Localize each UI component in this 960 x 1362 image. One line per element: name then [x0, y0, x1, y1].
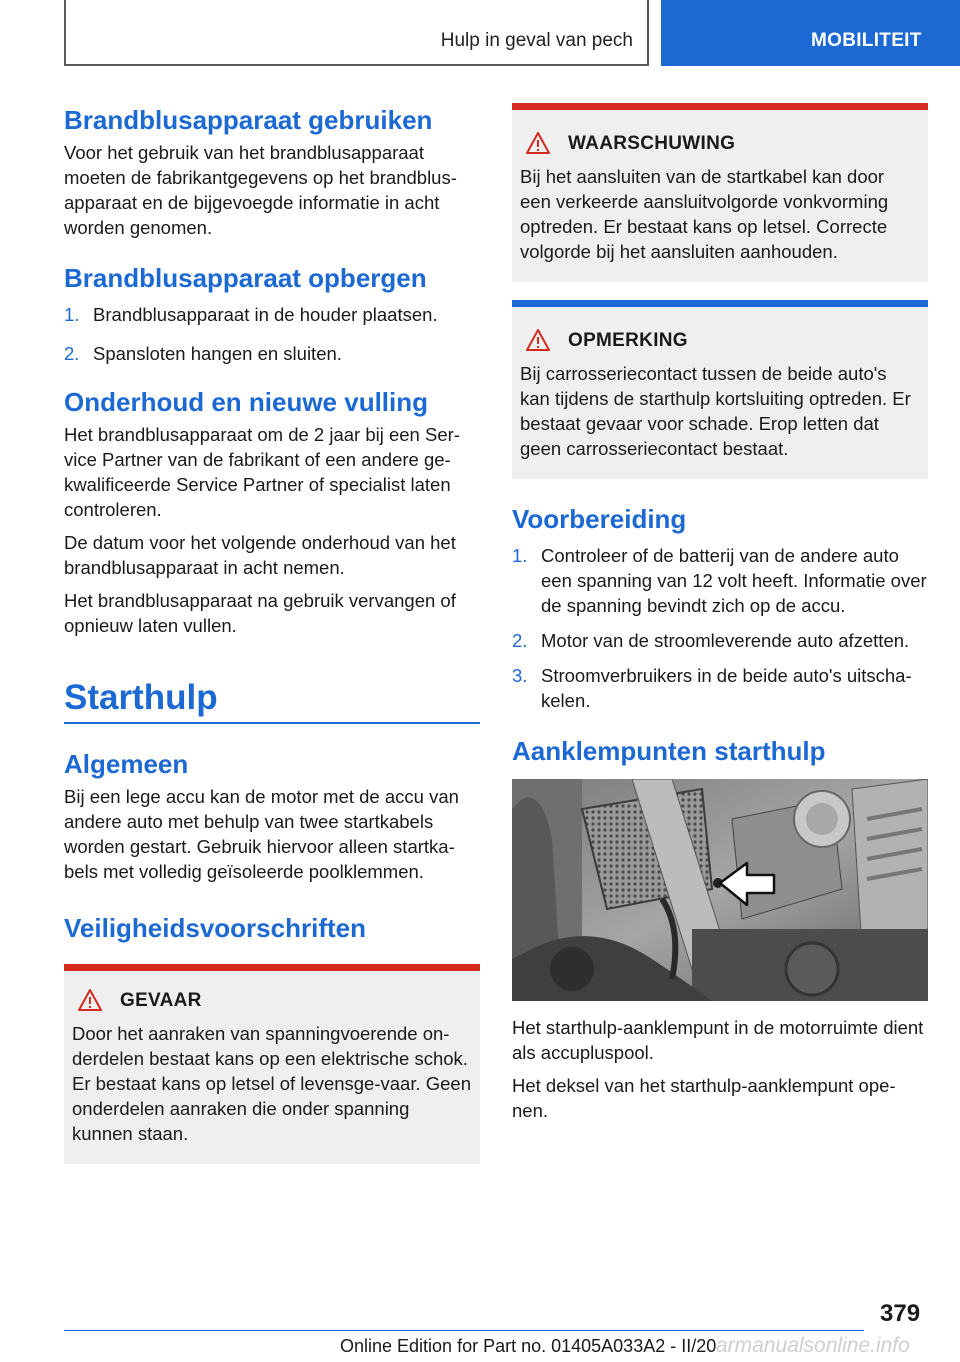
footer-divider — [64, 1330, 864, 1331]
note-notice — [512, 300, 928, 479]
warning-notice — [512, 103, 928, 282]
list-number: 1. — [64, 304, 80, 325]
heading-general: Algemeen — [64, 749, 189, 779]
warning-bar — [512, 103, 928, 110]
heading-safety: Veiligheidsvoorschriften — [64, 913, 366, 943]
engine-bay-illustration — [512, 779, 928, 1001]
left-column — [64, 100, 480, 1164]
list-preparation — [512, 543, 928, 713]
right-column — [512, 103, 928, 1123]
list-number: 2. — [64, 343, 80, 364]
list-number: 1. — [512, 545, 528, 566]
danger-bar — [64, 964, 480, 971]
list-text: Motor van de stroomleverende auto afzetten. — [541, 630, 910, 651]
danger-notice — [64, 964, 480, 1164]
caption-clamp-point: Het starthulp-aanklempunt in de motorruimte dient als accupluspool. — [512, 1017, 924, 1063]
list-text: Spansloten hangen en sluiten. — [93, 343, 342, 364]
header-section-box — [64, 0, 649, 66]
paragraph-maintenance-3: Het brandblusapparaat na gebruik vervangen of opnieuw laten vullen. — [64, 590, 456, 636]
warning-triangle-icon — [526, 132, 550, 154]
page-number: 379 — [880, 1300, 921, 1327]
list-number: 3. — [512, 665, 528, 686]
danger-title: GEVAAR — [120, 990, 202, 1011]
engine-bay-photo — [512, 779, 928, 1001]
caption-open-cover: Het deksel van het starthulp-aanklempunt ope-nen. — [512, 1075, 896, 1121]
paragraph-general: Bij een lege accu kan de motor met de accu van andere auto met behulp van twee startkabels worden gestart. Gebruik hiervoor alleen startka-bels met volledig geïsoleerde poolklemmen. — [64, 786, 459, 882]
heading-maintenance: Onderhoud en nieuwe vulling — [64, 387, 429, 417]
warning-body: Bij het aansluiten van de startkabel kan door een verkeerde aansluitvolgorde vonkvorming optreden. Er bestaat kans op letsel. Correcte volgorde bij het aansluiten aanhouden. — [520, 166, 889, 262]
heading-clamp-points: Aanklempunten starthulp — [512, 736, 826, 766]
heading-extinguisher-store: Brandblusapparaat opbergen — [64, 263, 427, 293]
list-item — [512, 543, 928, 618]
list-item — [64, 341, 480, 366]
chapter-title: Starthulp — [64, 678, 218, 717]
list-item — [64, 302, 480, 327]
note-title: OPMERKING — [568, 330, 688, 351]
list-item — [512, 628, 928, 653]
paragraph-maintenance-2: De datum voor het volgende onderhoud van het brandblusapparaat in acht nemen. — [64, 532, 456, 578]
header-chapter-tab — [661, 0, 960, 66]
footer-edition: Online Edition for Part no. 01405A033A2 - II/20 — [340, 1336, 717, 1356]
list-text: Stroomverbruikers in de beide auto's uitscha-kelen. — [541, 665, 912, 711]
caution-triangle-icon — [526, 329, 550, 351]
chapter-divider — [64, 722, 480, 724]
warning-triangle-icon — [78, 989, 102, 1011]
heading-extinguisher-use: Brandblusapparaat gebruiken — [64, 105, 433, 135]
list-text: Controleer of de batterij van de andere auto een spanning van 12 volt heeft. Informatie over de spanning bevindt zich op de accu. — [541, 545, 927, 616]
paragraph-maintenance-1: Het brandblusapparaat om de 2 jaar bij een Ser-vice Partner van de fabrikant of een andere ge-kwalificeerde Service Partner of specialist laten controleren. — [64, 424, 460, 520]
list-extinguisher-store — [64, 302, 480, 366]
list-number: 2. — [512, 630, 528, 651]
note-body: Bij carrosseriecontact tussen de beide auto's kan tijdens de starthulp kortsluiting optreden. Er bestaat gevaar voor schade. Erop letten dat geen carrosseriecontact bestaat. — [520, 363, 911, 459]
footer-watermark: armanualsonline.info — [716, 1334, 910, 1357]
header-section-title: Hulp in geval van pech — [440, 30, 633, 51]
note-bar — [512, 300, 928, 307]
heading-preparation: Voorbereiding — [512, 504, 687, 534]
header-chapter-label: MOBILITEIT — [811, 30, 922, 51]
warning-title: WAARSCHUWING — [568, 133, 736, 154]
list-item — [512, 663, 928, 713]
paragraph-extinguisher-use: Voor het gebruik van het brandblusapparaat moeten de fabrikantgegevens op het brandblus-apparaat en de bijgevoegde informatie in acht worden genomen. — [64, 142, 457, 238]
list-text: Brandblusapparaat in de houder plaatsen. — [93, 304, 438, 325]
danger-body: Door het aanraken van spanningvoerende on-derdelen bestaat kans op een elektrische schok. Er bestaat kans op letsel of levensge-vaar. Geen onderdelen aanraken die onder spanning kunnen staan. — [72, 1023, 472, 1144]
